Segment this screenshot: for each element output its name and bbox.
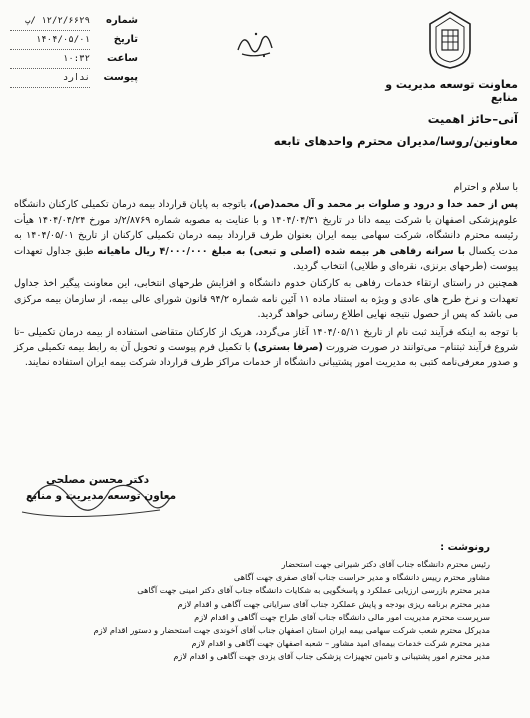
meta-number [10,12,138,31]
p3-emphasis: (صرفا بستری) [253,342,323,354]
university-emblem-icon [426,10,474,70]
p1-premium-text: با سرانه رفاهی هر بیمه شده (اصلی و تبعی) به مبلغ ۴/۰۰۰/۰۰۰ ریال ماهیانه [97,245,465,257]
date-value: ۱۴۰۴/۰۵/۰۱ [10,31,90,50]
cc-item: رئیس محترم دانشگاه جناب آقای دکتر شیرانی جهت استحضار [281,559,490,569]
paragraph-1 [14,197,518,274]
cc-item: مشاور محترم رییس دانشگاه و مدیر حراست جناب آقای صفری جهت آگاهی [233,572,490,583]
date-label: تاریخ [113,34,138,45]
time-label: ساعت [106,53,138,64]
addressee: معاونین/روسا/مدیران محترم واحدهای تابعه [273,134,518,148]
number-value: ۱۲/۲/۶۶۲۹ /پ [10,12,90,31]
cc-item: مدیر محترم امور پشتیبانی و تامین تجهیزات پزشکی جناب آقای یزدی جهت آگاهی و اقدام لازم [173,651,490,662]
cc-item: مدیر محترم برنامه ریزی بودجه و پایش عملکرد جناب آقای سرایانی جهت آگاهی و اقدام لازم [177,598,490,609]
p3-text-end: با تکمیل فرم پیوست و تحویل آن به رابط بیمه تکمیلی مرکز و صدور معرفی‌نامه کتبی به مدیریت امور پشتیبانی دانشگاه از خدمات مراکز طرف قرارداد شرکت بیمه ایران استفاده نمایند. [14,342,518,369]
cc-list [20,558,490,664]
p3-text: با توجه به اینکه فرآیند ثبت نام از تاریخ ۱۴۰۴/۰۵/۱۱ آغاز می‌گردد، هریک از کارکنان متقاضی استفاده از بیمه درمان تکمیلی –تا شروع فرآیند ثبتنام– می‌توانند در صورت ضرورت [14,326,518,354]
meta-time [10,50,138,69]
signatory-name: دکتر محسن مصلحی [46,474,150,486]
paragraph-3 [14,325,518,371]
letter-body [14,180,518,373]
cc-item: مدیرکل محترم شعب شرکت سهامی بیمه ایران استان اصفهان جناب آقای آخوندی جهت استحضار و دستور اقدام لازم [93,625,490,636]
p1-text-end: طبق جداول تعهدات پیوست (طرحهای برنزی، نقره‌ای و طلایی) انتخاب گردید. [14,245,518,273]
greeting: با سلام و احترام [453,182,518,193]
p1-text: باتوجه به پایان قرارداد بیمه درمان تکمیلی کارکنان دانشگاه علوم‌پزشکی اصفهان با شرکت بیمه دانا در تاریخ ۱۴۰۴/۰۴/۳۱ و با عنایت به مصوبه شماره ۲/۸۷۶۹/د مورخ ۱۴۰۴/۰۴/۲۴ هیأت رئیسه محترم دانشگاه، شرکت سهامی بیمه ایران بعنوان طرف قرارداد بیمه درمان تکمیلی کارکنان از تاریخ ۱۴۰۴/۰۵/۰۱ به مدت یکسال [14,199,519,257]
signatory-title: معاون توسعه مدیریت و منابع [26,490,177,502]
cc-item: سرپرست محترم مدیریت امور مالی دانشگاه جناب آقای طراح جهت آگاهی و اقدام لازم [194,611,490,622]
paragraph-2: همچنین در راستای ارتقاء خدمات رفاهی به کارکنان خدوم دانشگاه و افزایش طرحهای انتخابی، این معاونت پیگیر اخذ جداول تعهدات و نرخ طرح های عادی و ویژه به استناد ماده ۱۱ آئین نامه شماره ۹۴/۲ قانون شورای عالی بیمه، از سازمان بیمه مرکزی می باشد که پس از حصول نتیجه نهایی اطلاع رسانی خواهد گردید. [14,278,519,321]
calligraphy-logo-icon [234,26,276,60]
urgency-label: آنی–حائز اهمیت [427,112,518,126]
unit-name: معاونت توسعه مدیریت و منابع [385,78,518,104]
number-label: شماره [106,15,138,26]
meta-date [10,31,138,50]
letter-meta [10,12,138,88]
meta-attachment [10,69,138,88]
cc-item: مدیر محترم شرکت خدمات بیمه‌ای امید مشاور – شعبه اصفهان جهت آگاهی و اقدام لازم [191,638,490,649]
attachment-label: پیوست [103,72,138,83]
signature-block [10,468,180,526]
cc-title: رونوشت : [440,542,490,553]
cc-item: مدیر محترم بازرسی ارزیابی عملکرد و پاسخگویی به شکایات دانشگاه جناب آقای دکتر امینی جهت آگاهی [137,585,490,596]
opening-phrase: پس از حمد خدا و درود و صلوات بر محمد و آل محمد(ص)، [249,199,518,211]
time-value: ۱۰:۳۲ [10,50,90,69]
attachment-value: ندارد [10,69,90,88]
